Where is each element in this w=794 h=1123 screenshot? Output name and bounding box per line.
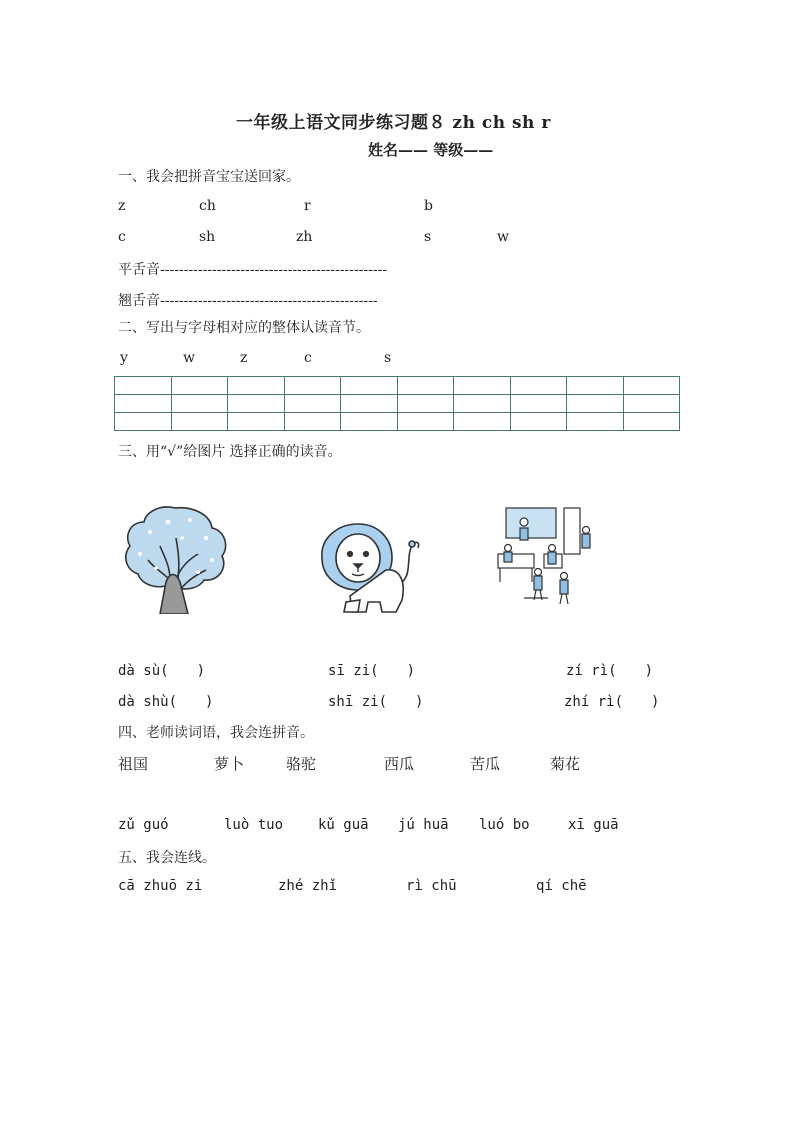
s1-letter: ch [199,198,216,214]
choice-class-1[interactable]: zí rì( ) [566,663,654,679]
s1-letter: zh [296,229,313,245]
link-item[interactable]: zhé zhǐ [278,878,338,894]
pinyin-item[interactable]: xī guā [568,817,619,833]
section5-heading: 五、我会连线。 [118,850,216,866]
s2-letter: s [384,350,392,366]
section2-heading: 二、写出与字母相对应的整体认读音节。 [118,320,370,336]
s1-letter: c [118,229,126,245]
pinyin-item[interactable]: luó bo [479,817,530,833]
pinyin-item[interactable]: kǔ guā [318,817,369,833]
tree-icon [120,502,230,614]
choice-tree-2[interactable]: dà shù( ) [118,694,214,710]
pinyin-item[interactable]: jú huā [398,817,449,833]
s2-letter: w [183,350,195,366]
section3-heading: 三、用“√”给图片 选择正确的读音。 [118,444,342,460]
choice-class-2[interactable]: zhí rì( ) [564,694,660,710]
s1-letter: b [424,198,433,214]
choice-tree-1[interactable]: dà sù( ) [118,663,206,679]
word-item[interactable]: 萝卜 [214,755,245,773]
s1-letter: s [424,229,432,245]
retroflex-line[interactable]: 翘舌音---------------------------------------------- [118,293,378,309]
name-grade-line: 姓名—— 等级—— [368,141,494,159]
s1-letter: w [497,229,509,245]
word-item[interactable]: 菊花 [550,755,581,773]
word-item[interactable]: 苦瓜 [470,755,501,773]
flat-tongue-line[interactable]: 平舌音------------------------------------------------ [118,262,388,278]
link-item[interactable]: qí chē [536,878,587,894]
s1-letter: z [118,198,126,214]
word-item[interactable]: 祖国 [118,755,149,773]
pinyin-item[interactable]: zǔ guó [118,817,169,833]
s2-letter: z [240,350,248,366]
lion-icon [316,520,420,614]
s2-letter: y [120,350,128,366]
section1-heading: 一、我会把拼音宝宝送回家。 [118,169,300,185]
section4-heading: 四、老师读词语，我会连拼音。 [118,725,314,741]
s1-letter: sh [199,229,216,245]
writing-grid[interactable] [114,376,680,431]
link-item[interactable]: rì chū [406,878,457,894]
s2-letter: c [304,350,312,366]
page-title: 一年级上语文同步练习题８ zh ch sh r [236,113,551,133]
word-item[interactable]: 骆驼 [286,755,317,773]
choice-lion-2[interactable]: shī zi( ) [328,694,424,710]
link-item[interactable]: cā zhuō zi [118,878,203,894]
choice-lion-1[interactable]: sī zi( ) [328,663,416,679]
pinyin-item[interactable]: luò tuo [224,817,284,833]
s1-letter: r [304,198,311,214]
classroom-icon [494,504,604,610]
word-item[interactable]: 西瓜 [384,755,415,773]
